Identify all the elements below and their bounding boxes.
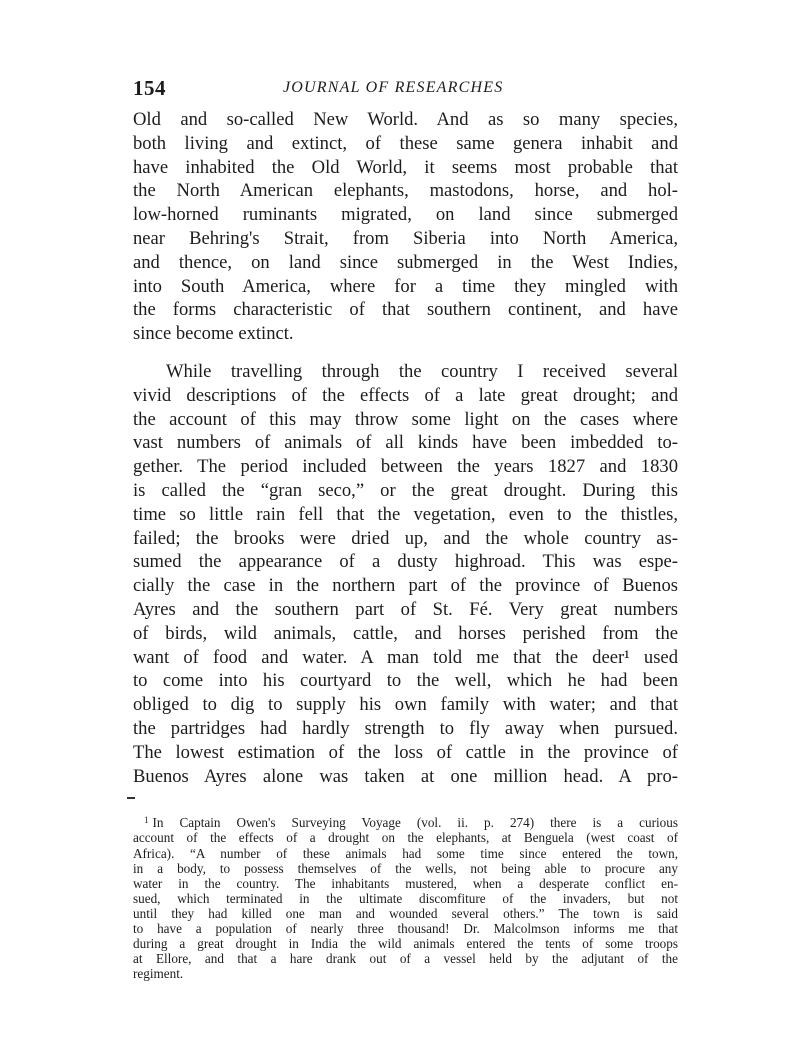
text-line: the account of this may throw some light on the cases where	[133, 408, 678, 430]
text-line: into South America, where for a time they mingled with	[133, 275, 678, 297]
text-line: Old and so-called New World. And as so many species,	[133, 109, 678, 130]
text-line: While travelling through the country I received several	[166, 360, 678, 382]
text-line: failed; the brooks were dried up, and the whole country as-	[133, 527, 678, 549]
text-line: have inhabited the Old World, it seems most probable that	[133, 156, 678, 178]
footnote	[133, 813, 678, 981]
footnote-text: In Captain Owen's Surveying Voyage (vol. ii. p. 274) there is a curious	[152, 815, 678, 831]
footnote-line: until they had killed one man and wounded several others.” The town is said	[133, 905, 678, 921]
footnote-divider	[127, 797, 135, 799]
text-line: to come into his courtyard to the well, which he had been	[133, 670, 678, 692]
text-line: near Behring's Strait, from Siberia into North America,	[133, 227, 678, 249]
text-line: want of food and water. A man told me that the deer¹ used	[133, 646, 678, 668]
page-number: 154	[133, 76, 166, 100]
text-line: vast numbers of animals of all kinds have been imbedded to-	[133, 432, 678, 454]
footnote-marker: 1	[144, 815, 149, 826]
text-line: The lowest estimation of the loss of cattle in the province of	[133, 741, 678, 763]
footnote-line: regiment.	[133, 966, 184, 982]
text-line: both living and extinct, of these same genera inhabit and	[133, 132, 678, 154]
text-line: of birds, wild animals, cattle, and horses perished from the	[133, 622, 678, 644]
text-line: sumed the appearance of a dusty highroad. This was espe-	[133, 551, 678, 573]
page-header	[133, 76, 678, 102]
text-line: gether. The period included between the years 1827 and 1830	[133, 456, 678, 478]
text-line: vivid descriptions of the effects of a late great drought; and	[133, 384, 678, 406]
text-line: low-horned ruminants migrated, on land since submerged	[133, 204, 678, 226]
paragraph-1	[133, 108, 678, 346]
footnote-line: to have a population of nearly three thousand! Dr. Malcolmson informs me that	[133, 920, 678, 936]
body-text	[133, 108, 678, 788]
text-line: is called the “gran seco,” or the great drought. During this	[133, 479, 678, 501]
footnote-line: account of the effects of a drought on the elephants, at Benguela (west coast of	[133, 830, 678, 846]
text-line: and thence, on land since submerged in the West Indies,	[133, 251, 678, 273]
footnote-line	[133, 813, 678, 830]
text-line: Buenos Ayres alone was taken at one million head. A pro-	[133, 765, 678, 787]
footnote-line: Africa). “A number of these animals had some time since entered the town,	[133, 845, 678, 861]
text-line: since become extinct.	[133, 323, 294, 345]
text-line: the partridges had hardly strength to fly away when pursued.	[133, 717, 678, 739]
text-line: the forms characteristic of that southern continent, and have	[133, 299, 678, 321]
footnote-line: water in the country. The inhabitants mustered, when a desperate conflict en-	[133, 875, 678, 891]
text-line: the North American elephants, mastodons, horse, and hol-	[133, 180, 678, 202]
footnote-line: in a body, to possess themselves of the wells, not being able to procure any	[133, 860, 678, 876]
text-line: Ayres and the southern part of St. Fé. Very great numbers	[133, 598, 678, 620]
text-line: cially the case in the northern part of the province of Buenos	[133, 575, 678, 597]
footnote-line: sued, which terminated in the ultimate discomfiture of the invaders, but not	[133, 890, 678, 906]
text-line: obliged to dig to supply his own family with water; and that	[133, 694, 678, 716]
text-line: time so little rain fell that the vegetation, even to the thistles,	[133, 503, 678, 525]
footnote-line: during a great drought in India the wild animals entered the tents of some troops	[133, 936, 678, 952]
running-head: JOURNAL OF RESEARCHES	[283, 79, 504, 96]
footnote-line: at Ellore, and that a hare drank out of a vessel held by the adjutant of the	[133, 951, 678, 967]
paragraph-2	[133, 360, 678, 788]
book-page	[133, 76, 678, 981]
